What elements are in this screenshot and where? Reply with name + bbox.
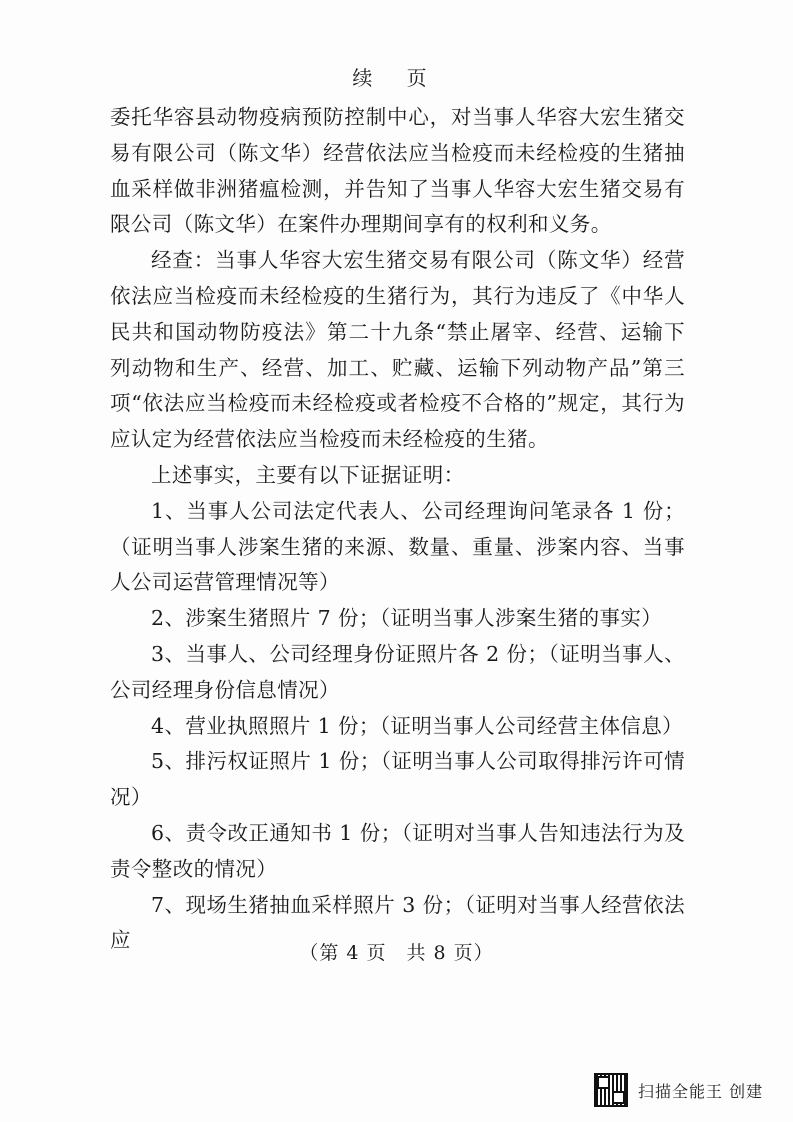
qr-code-icon [594,1073,628,1107]
paragraph-evidence-intro: 上述事实，主要有以下证据证明： [151,462,465,487]
evidence-item-2: 2、涉案生猪照片 7 份；（证明当事人涉案生猪的事实） [151,606,663,631]
page-title: 续 页 [352,66,441,90]
evidence-item-5: 5、排污权证照片 1 份；（证明当事人公司取得排污许可情况） [110,749,685,810]
page-number: （第 4 页 共 8 页） [299,942,494,964]
evidence-item-3: 3、当事人、公司经理身份证照片各 2 份；（证明当事人、公司经理身份信息情况） [110,641,685,702]
scanner-watermark [594,1068,763,1112]
paragraph-commission: 委托华容县动物疫病预防控制中心，对当事人华容大宏生猪交易有限公司（陈文华）经营依法应当检疫而未经检疫的生猪抽血采样做非洲猪瘟检测，并告知了当事人华容大宏生猪交易有限公司（陈文华）在案件办理期间享有的权利和义务。 [110,105,685,237]
evidence-item-7: 7、现场生猪抽血采样照片 3 份；（证明对当事人经营依法应 [110,892,685,953]
paragraph-investigation: 经查：当事人华容大宏生猪交易有限公司（陈文华）经营依法应当检疫而未经检疫的生猪行为，其行为违反了《中华人民共和国动物防疫法》第二十九条“禁止屠宰、经营、运输下列动物和生产、经营、加工、贮藏、运输下列动物产品”第三项“依法应当检疫而未经检疫或者检疫不合格的”规定，其行为应认定为经营依法应当检疫而未经检疫的生猪。 [110,248,685,452]
watermark-text: 扫描全能王 创建 [638,1081,764,1101]
evidence-item-1: 1、当事人公司法定代表人、公司经理询问笔录各 1 份；（证明当事人涉案生猪的来源、数量、重量、涉案内容、当事人公司运营管理情况等） [110,498,685,595]
document-body [110,100,685,959]
evidence-item-4: 4、营业执照照片 1 份；（证明当事人公司经营主体信息） [151,713,684,738]
evidence-item-6: 6、责令改正通知书 1 份；（证明对当事人告知违法行为及责令整改的情况） [110,820,685,881]
